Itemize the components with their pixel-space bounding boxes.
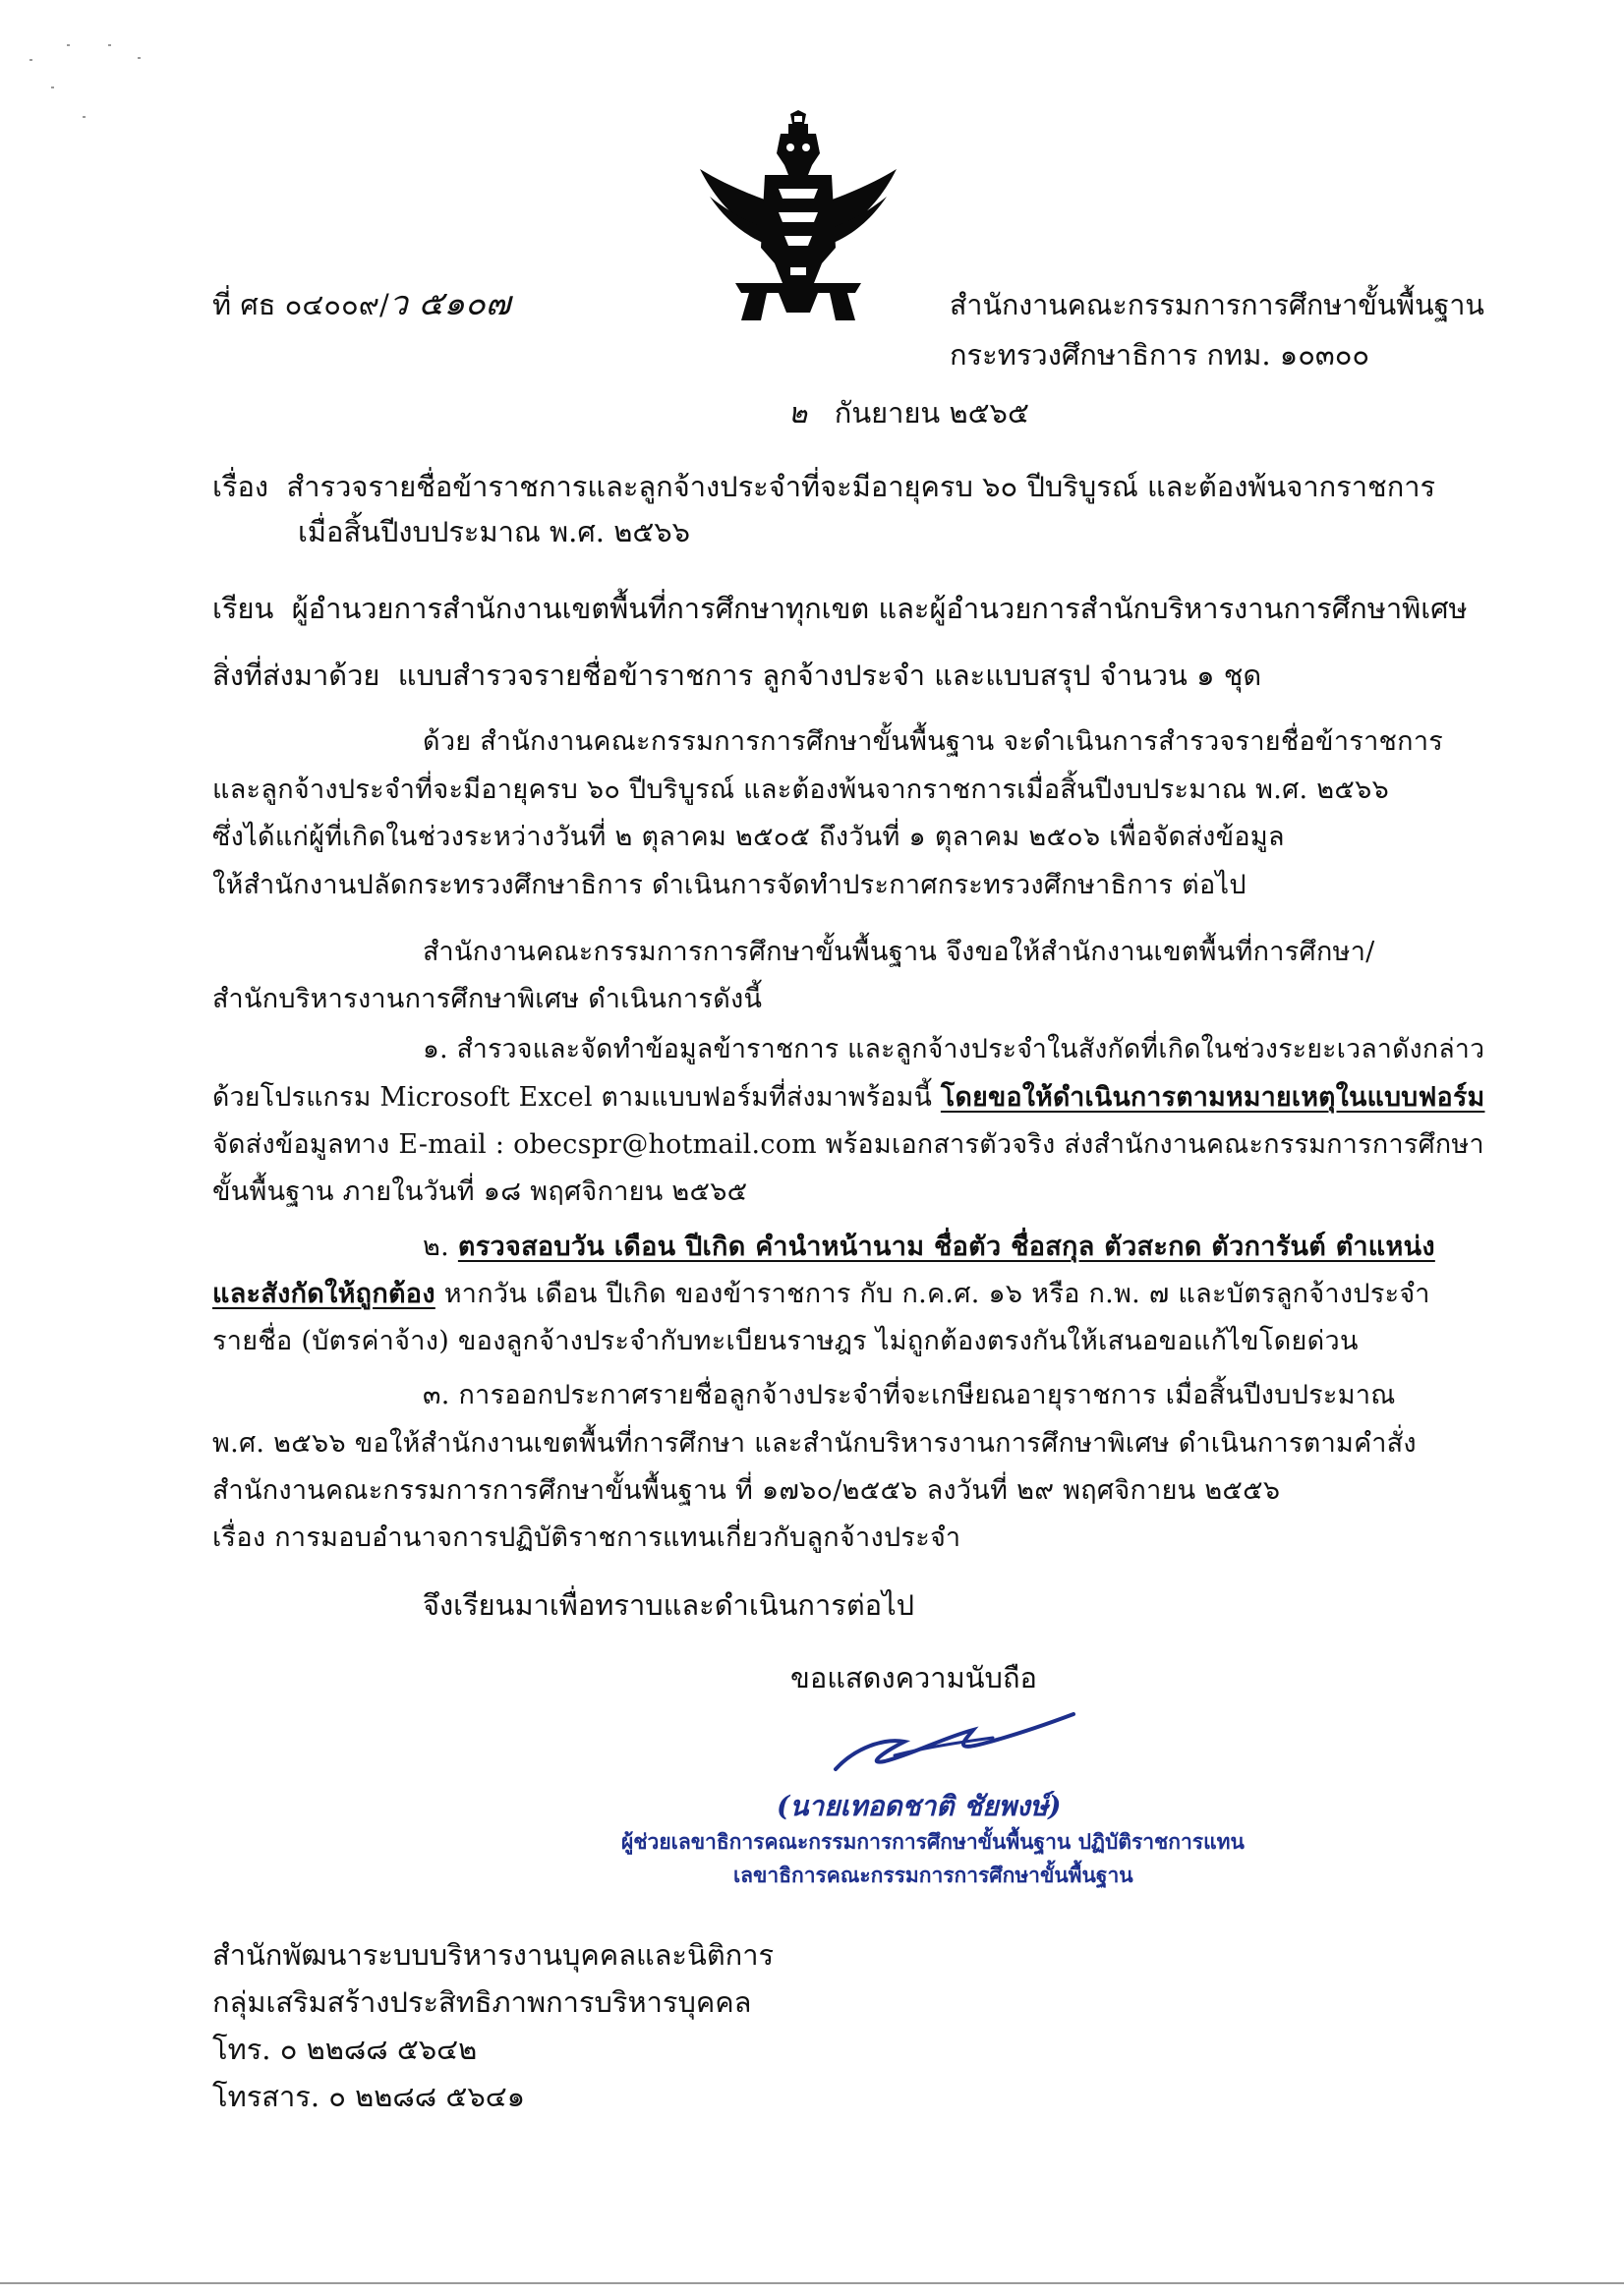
item3-line1: ๓. การออกประกาศรายชื่อลูกจ้างประจำที่จะเกษียณอายุราชการ เมื่อสิ้นปีงบประมาณ [423,1380,1396,1410]
item2-line2 [212,1281,1430,1307]
reference-handwritten: ว ๕๑๐๗ [388,284,511,323]
subject-line-2: เมื่อสิ้นปีงบประมาณ พ.ศ. ๒๕๖๖ [298,515,691,548]
subject-text: สำรวจรายชื่อข้าราชการและลูกจ้างประจำที่จะมีอายุครบ ๖๐ ปีบริบูรณ์ และต้องพ้นจากราชการ [286,470,1436,503]
para2-line2: สำนักบริหารงานการศึกษาพิเศษ ดำเนินการดังนี้ [212,984,763,1014]
subject-line-1 [212,470,1436,503]
date-month-year: กันยายน ๒๕๖๕ [834,396,1029,430]
item1-line4: ขั้นพื้นฐาน ภายในวันที่ ๑๘ พฤศจิกายน ๒๕๖๕ [212,1177,748,1207]
item2-line3: รายชื่อ (บัตรค่าจ้าง) ของลูกจ้างประจำกับทะเบียนราษฎร ไม่ถูกต้องตรงกันให้เสนอขอแก้ไขโดยด่วน [212,1326,1359,1356]
garuda-emblem-icon [696,110,900,322]
date-day: ๒ [788,396,808,430]
item2-emphasis-1: ตรวจสอบวัน เดือน ปีเกิด คำนำหน้านาม ชื่อตัว ชื่อสกุล ตัวสะกด ตัวการันต์ ตำแหน่ง [457,1232,1435,1262]
para1-line1: ด้วย สำนักงานคณะกรรมการการศึกษาขั้นพื้นฐาน จะดำเนินการสำรวจรายชื่อข้าราชการ [423,726,1444,757]
item1-emphasis: โดยขอให้ดำเนินการตามหมายเหตุในแบบฟอร์ม [940,1082,1485,1113]
signatory-position-1: ผู้ช่วยเลขาธิการคณะกรรมการการศึกษาขั้นพื้นฐาน ปฏิบัติราชการแทน [621,1829,1245,1854]
office-address: กระทรวงศึกษาธิการ กทม. ๑๐๓๐๐ [950,338,1370,372]
item1-line2 [212,1084,1484,1111]
item1-line1: ๑. สำรวจและจัดทำข้อมูลข้าราชการ และลูกจ้างประจำในสังกัดที่เกิดในช่วงระยะเวลาดังกล่าว [423,1034,1485,1064]
para1-line4: ให้สำนักงานปลัดกระทรวงศึกษาธิการ ดำเนินการจัดทำประกาศกระทรวงศึกษาธิการ ต่อไป [212,870,1247,900]
enclosure-label: สิ่งที่ส่งมาด้วย [212,659,380,692]
signatory-position-2: เลขาธิการคณะกรรมการการศึกษาขั้นพื้นฐาน [733,1863,1133,1887]
reference-label: ที่ ศธ ๐๔๐๐๙/ [212,288,389,321]
scan-edge-line [0,2282,1624,2284]
footer-telephone: โทร. ๐ ๒๒๘๘ ๕๖๔๒ [212,2033,478,2066]
item2-emphasis-2: และสังกัดให้ถูกต้อง [212,1279,435,1309]
regards: ขอแสดงความนับถือ [790,1661,1037,1694]
addressee-label: เรียน [212,592,274,625]
addressee-text: ผู้อำนวยการสำนักงานเขตพื้นที่การศึกษาทุกเขต และผู้อำนวยการสำนักบริหารงานการศึกษาพิเศษ [291,592,1468,625]
item2-line2-text: หากวัน เดือน ปีเกิด ของข้าราชการ กับ ก.ค.ศ. ๑๖ หรือ ก.พ. ๗ และบัตรลูกจ้างประจำ [443,1279,1430,1309]
closing-statement: จึงเรียนมาเพื่อทราบและดำเนินการต่อไป [423,1588,915,1622]
item1-line3: จัดส่งข้อมูลทาง E-mail : obecspr@hotmail.com พร้อมเอกสารตัวจริง ส่งสำนักงานคณะกรรมการการศึกษา [212,1129,1484,1160]
signatory-name: (นายเทอดชาติ ชัยพงษ์) [777,1790,1062,1822]
enclosure-text: แบบสำรวจรายชื่อข้าราชการ ลูกจ้างประจำ และแบบสรุป จำนวน ๑ ชุด [397,659,1262,692]
handwritten-signature-icon [826,1708,1081,1777]
item1-line2-text: ด้วยโปรแกรม Microsoft Excel ตามแบบฟอร์มที่ส่งมาพร้อมนี้ [212,1082,933,1113]
document-date [788,396,1029,430]
footer-fax: โทรสาร. ๐ ๒๒๘๘ ๕๖๔๑ [212,2080,526,2113]
item2-line1 [423,1234,1435,1260]
para2-line1: สำนักงานคณะกรรมการการศึกษาขั้นพื้นฐาน จึงขอให้สำนักงานเขตพื้นที่การศึกษา/ [423,937,1375,967]
para1-line3: ซึ่งได้แก่ผู้ที่เกิดในช่วงระหว่างวันที่ ๒ ตุลาคม ๒๕๐๕ ถึงวันที่ ๑ ตุลาคม ๒๕๐๖ เพื่อจัดส่งข้อมูล [212,822,1285,852]
item3-line3: สำนักงานคณะกรรมการการศึกษาขั้นพื้นฐาน ที่ ๑๗๖๐/๒๕๕๖ ลงวันที่ ๒๙ พฤศจิกายน ๒๕๕๖ [212,1475,1281,1506]
footer-department: สำนักพัฒนาระบบบริหารงานบุคคลและนิติการ [212,1938,775,1972]
item2-number: ๒. [423,1232,449,1262]
para1-line2: และลูกจ้างประจำที่จะมีอายุครบ ๖๐ ปีบริบูรณ์ และต้องพ้นจากราชการเมื่อสิ้นปีงบประมาณ พ.ศ. ๒๕๖๖ [212,775,1390,805]
footer-group: กลุ่มเสริมสร้างประสิทธิภาพการบริหารบุคคล [212,1985,752,2019]
item3-line4: เรื่อง การมอบอำนาจการปฏิบัติราชการแทนเกี่ยวกับลูกจ้างประจำ [212,1522,961,1553]
addressee [212,592,1468,625]
subject-label: เรื่อง [212,470,269,503]
item3-line2: พ.ศ. ๒๕๖๖ ขอให้สำนักงานเขตพื้นที่การศึกษา และสำนักบริหารงานการศึกษาพิเศษ ดำเนินการตามคำสั่ง [212,1428,1417,1459]
reference-number [212,284,511,323]
office-name: สำนักงานคณะกรรมการการศึกษาขั้นพื้นฐาน [950,288,1484,321]
enclosure [212,661,1261,690]
